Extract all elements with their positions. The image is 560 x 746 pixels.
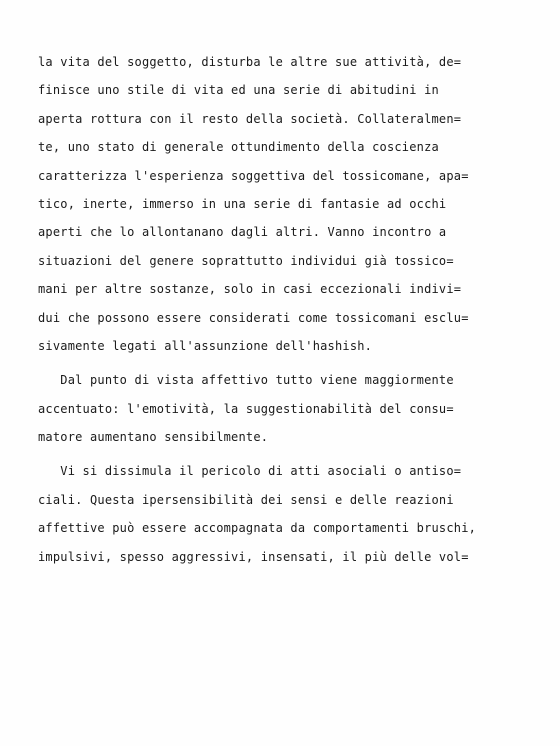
text-line: aperti che lo allontanano dagli altri. Vanno incontro a bbox=[38, 225, 447, 240]
text-line: situazioni del genere soprattutto individui già tossico= bbox=[38, 253, 454, 268]
text-line: finisce uno stile di vita ed una serie di abitudini in bbox=[38, 83, 439, 98]
paragraph-3 bbox=[38, 461, 548, 575]
text-line: aperta rottura con il resto della società. Collateralmen= bbox=[38, 111, 462, 126]
text-line: matore aumentano sensibilmente. bbox=[38, 430, 269, 445]
text-line: Dal punto di vista affettivo tutto viene maggiormente bbox=[38, 373, 454, 388]
text-line: la vita del soggetto, disturba le altre sue attività, de= bbox=[38, 55, 462, 69]
text-line: dui che possono essere considerati come tossicomani esclu= bbox=[38, 310, 469, 325]
typewritten-text bbox=[38, 52, 548, 575]
text-line: mani per altre sostanze, solo in casi eccezionali indivi= bbox=[38, 282, 462, 297]
text-line: te, uno stato di generale ottundimento della coscienza bbox=[38, 140, 439, 155]
text-line: tico, inerte, immerso in una serie di fantasie ad occhi bbox=[38, 196, 447, 211]
paragraph-1 bbox=[38, 52, 548, 364]
text-line: Vi si dissimula il pericolo di atti asociali o antiso= bbox=[38, 464, 462, 479]
text-line: impulsivi, spesso aggressivi, insensati, il più delle vol= bbox=[38, 549, 469, 564]
text-line: accentuato: l'emotività, la suggestionabilità del consu= bbox=[38, 401, 454, 416]
text-line: sivamente legati all'assunzione dell'hashish. bbox=[38, 338, 373, 353]
text-line: affettive può essere accompagnata da comportamenti bruschi, bbox=[38, 521, 477, 536]
paragraph-2 bbox=[38, 370, 548, 455]
text-line: ciali. Questa ipersensibilità dei sensi e delle reazioni bbox=[38, 492, 454, 507]
text-line: caratterizza l'esperienza soggettiva del tossicomane, apa= bbox=[38, 168, 469, 183]
